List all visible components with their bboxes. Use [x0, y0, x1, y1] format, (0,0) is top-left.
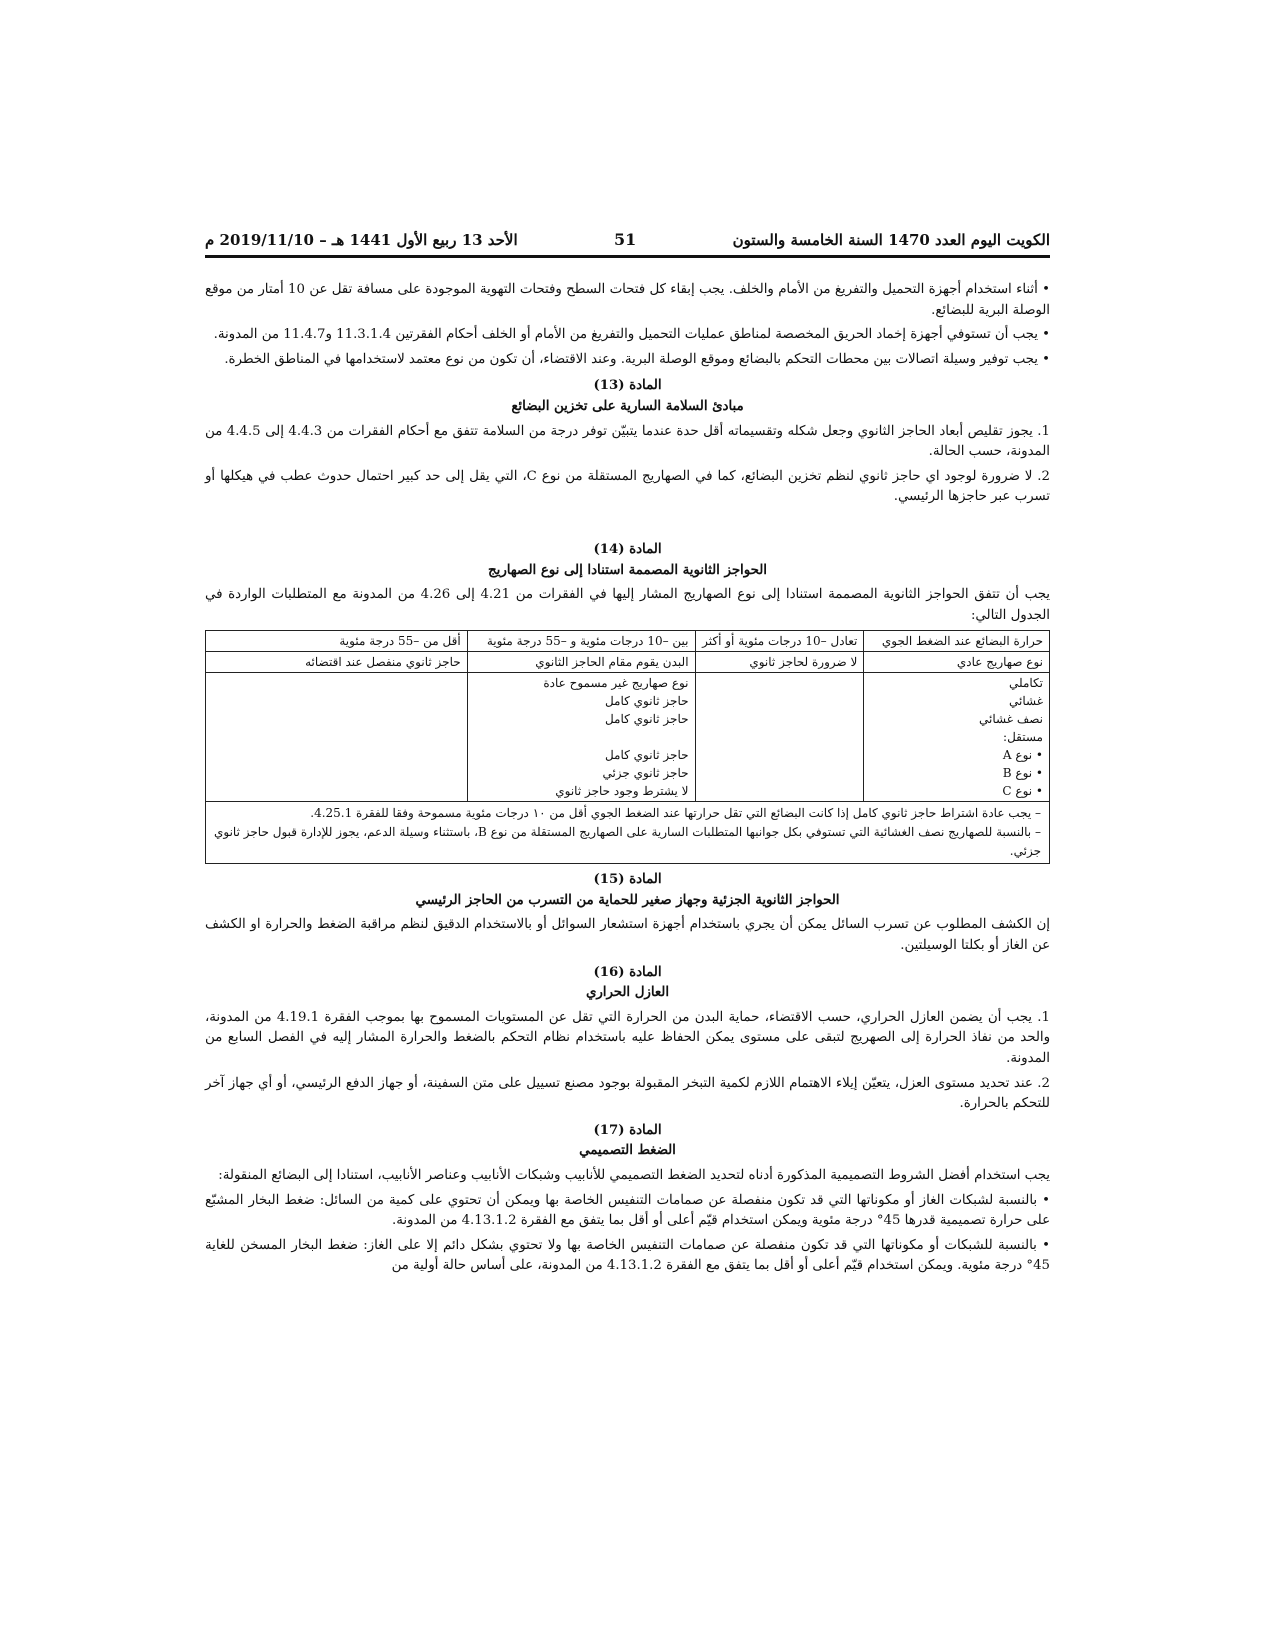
- intro-bullet-2: • يجب أن تستوفي أجهزة إخماد الحريق المخصصة لمناطق عمليات التحميل والتفريغ من الأمام أو الخلف أحكام الفقرتين 11.3.1.4 و11.4.7 من المدونة.: [213, 327, 1050, 343]
- barrier-value: حاجز ثانوي كامل: [604, 693, 689, 708]
- page-number: 51: [614, 230, 637, 249]
- barrier-value: لا يشترط وجود حاجز ثانوي: [555, 783, 689, 798]
- article-14-title: الحواجز الثانوية المصممة استنادا إلى نوع الصهاريج: [488, 562, 767, 578]
- barrier-value: [474, 728, 689, 746]
- barrier-value: نوع صهاريج غير مسموح عادة: [543, 675, 689, 690]
- tank-types-cell: [864, 672, 1050, 801]
- table-note-2: – بالنسبة للصهاريج نصف الغشائية التي تستوفي بكل جوانبها المتطلبات السارية على الصهاريج المستقلة من نوع B، باستثناء وسيلة الدعم، يجوز للإدارة قبول حاجز ثانوي جزئي.: [214, 824, 1041, 858]
- secondary-barrier-table: [205, 630, 1050, 802]
- article-16-para-2: 2. عند تحديد مستوى العزل، يتعيّن إيلاء الاهتمام اللازم لكمية التبخر المقبولة بوجود مصنع تسييل على متن السفينة، أو جهاز الدفع الرئيسي، أو أي جهاز آخر للتحكم بالحرارة.: [205, 1075, 1050, 1112]
- table-cell: تعادل –10 درجات مئوية أو أكثر: [695, 630, 864, 651]
- header-issue-info: الكويت اليوم العدد 1470 السنة الخامسة والستون: [732, 231, 1050, 249]
- article-14-heading: المادة (14): [593, 542, 662, 558]
- article-13-para-1: 1. يجوز تقليص أبعاد الحاجز الثانوي وجعل شكله وتقسيماته أقل حدة عندما يتبيّن توفر درجة من السلامة تتفق مع أحكام الفقرات من 4.4.3 إلى 4.4.5 من المدونة، حسب الحالة.: [205, 423, 1050, 460]
- barrier-values-cell: [467, 672, 695, 801]
- table-note-1: – يجب عادة اشتراط حاجز ثانوي كامل إذا كانت البضائع التي تقل حرارتها عند الضغط الجوي أقل من ١٠ درجات مئوية مسموحة وفقا للفقرة 4.25.1.: [310, 805, 1041, 820]
- table-cell: [695, 672, 864, 801]
- table-cell: حرارة البضائع عند الضغط الجوي: [864, 630, 1050, 651]
- article-17-title: الضغط التصميمي: [579, 1143, 676, 1159]
- intro-bullet-1: • أثناء استخدام أجهزة التحميل والتفريغ من الأمام والخلف. يجب إبقاء كل فتحات السطح وفتحات التهوية الموجودة على مسافة تقل عن 10 أمتار من موقع الوصلة البرية للبضائع.: [205, 282, 1050, 318]
- header-date: الأحد 13 ربيع الأول 1441 هـ – 2019/11/10 م: [205, 231, 518, 249]
- article-14-intro: يجب أن تتفق الحواجز الثانوية المصممة استنادا إلى نوع الصهاريج المشار إليها في الفقرات من 4.21 إلى 4.26 من المدونة مع المتطلبات الواردة في الجدول التالي:: [205, 587, 1051, 623]
- table-cell: حاجز ثانوي منفصل عند اقتضائه: [206, 651, 468, 672]
- document-body: [205, 280, 1050, 1277]
- table-row: [206, 630, 1050, 651]
- tank-type: نصف غشائي: [979, 711, 1043, 726]
- document-page: [205, 230, 1050, 1281]
- page-header: [205, 230, 1050, 258]
- barrier-value: حاجز ثانوي كامل: [604, 747, 689, 762]
- tank-type: • نوع C: [1002, 783, 1043, 798]
- intro-bullet-3: • يجب توفير وسيلة اتصالات بين محطات التحكم بالبضائع وموقع الوصلة البرية. وعند الاقتضاء، أن تكون من نوع معتمد لاستخدامها في المناطق الخطرة.: [224, 351, 1050, 367]
- barrier-value: حاجز ثانوي جزئي: [602, 765, 689, 780]
- tank-type: تكاملي: [1008, 675, 1043, 690]
- tank-type: • نوع A: [1002, 747, 1043, 762]
- article-17-heading: المادة (17): [593, 1122, 662, 1138]
- article-13-para-2: 2. لا ضرورة لوجود اي حاجز ثانوي لنظم تخزين البضائع، كما في الصهاريج المستقلة من نوع C، التي يقل إلى حد كبير احتمال حدوث عطب في هيكلها أو تسرب عبر حاجزها الرئيسي.: [205, 468, 1050, 505]
- table-cell: نوع صهاريج عادي: [864, 651, 1050, 672]
- table-cell: [206, 672, 468, 801]
- table-cell: لا ضرورة لحاجز ثانوي: [695, 651, 864, 672]
- barrier-value: حاجز ثانوي كامل: [604, 711, 689, 726]
- article-17-intro: يجب استخدام أفضل الشروط التصميمية المذكورة أدناه لتحديد الضغط التصميمي للأنابيب وشبكات الأنابيب وعناصر الأنابيب، استنادا إلى البضائع المنقولة:: [218, 1168, 1050, 1184]
- article-13-title: مبادئ السلامة السارية على تخزين البضائع: [511, 399, 744, 415]
- article-16-para-1: 1. يجب أن يضمن العازل الحراري، حسب الاقتضاء، حماية البدن من الحرارة التي تقل عن المستويات المسموح بها بموجب الفقرة 4.19.1 من المدونة، والحد من نفاذ الحرارة إلى الصهريج لتبقى على مستوى يمكن الحفاظ عليه باستخدام نظام التحكم بالضغط والحرارة المشار إليه في الفصل السابع من المدونة.: [205, 1009, 1051, 1066]
- table-cell: بين –10 درجات مئوية و –55 درجة مئوية: [467, 630, 695, 651]
- table-cell: البدن يقوم مقام الحاجز الثانوي: [467, 651, 695, 672]
- table-row: [206, 672, 1050, 801]
- article-15-heading: المادة (15): [593, 872, 662, 888]
- article-17-bullet-1: • بالنسبة لشبكات الغاز أو مكوناتها التي قد تكون منفصلة عن صمامات التنفيس الخاصة بها ويمكن أن تحتوي على كمية من السائل: ضغط البخار المشبّع على حرارة تصميمية قدرها 45° درجة مئوية ويمكن استخدام قيّم أعلى أو أقل بما يتفق مع الفقرة 4.13.1.2 من المدونة.: [205, 1192, 1050, 1229]
- article-17-bullet-2: • بالنسبة للشبكات أو مكوناتها التي قد تكون منفصلة عن صمامات التنفيس الخاصة بها ولا تحتوي بشكل دائم إلا على الغاز: ضغط البخار المسخن للغاية 45° درجة مئوية. ويمكن استخدام قيّم أعلى أو أقل بما يتفق مع الفقرة 4.13.1.2 من المدونة، على أساس حالة أولية من: [205, 1237, 1050, 1274]
- article-15-title: الحواجز الثانوية الجزئية وجهاز صغير للحماية من التسرب من الحاجز الرئيسي: [415, 892, 840, 908]
- article-16-title: العازل الحراري: [585, 985, 670, 1001]
- article-13-heading: المادة (13): [593, 378, 662, 394]
- tank-type: غشائي: [1009, 693, 1043, 708]
- table-row: [206, 651, 1050, 672]
- table-notes: [205, 802, 1050, 865]
- article-16-heading: المادة (16): [593, 964, 662, 980]
- article-15-para: إن الكشف المطلوب عن تسرب السائل يمكن أن يجري باستخدام أجهزة استشعار السوائل أو بالاستخدام الدقيق لنظم مراقبة الضغط والحرارة او الكشف عن الغاز أو بكلتا الوسيلتين.: [205, 917, 1050, 953]
- tank-type: • نوع B: [1002, 765, 1043, 780]
- table-cell: أقل من –55 درجة مئوية: [206, 630, 468, 651]
- tank-type: مستقل:: [1003, 729, 1043, 744]
